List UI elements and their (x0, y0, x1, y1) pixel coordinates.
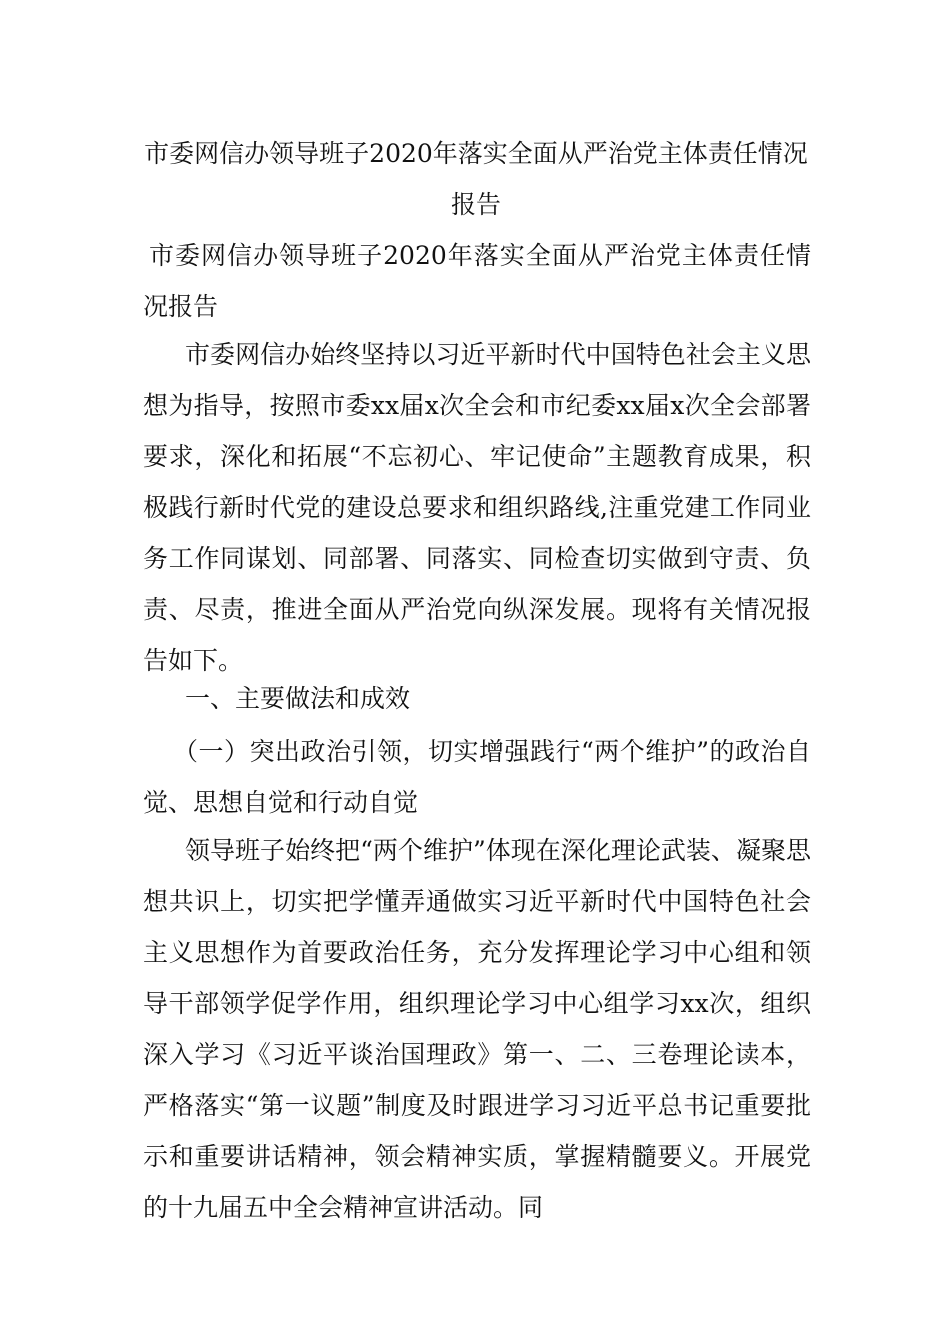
section-heading: 一、主要做法和成效 (185, 684, 411, 713)
subsection-heading: （一）突出政治引领，切实增强践行“两个维护”的政治自觉、思想自觉和行动自觉 (143, 737, 811, 817)
document-title: 市委网信办领导班子2020年落实全面从严治党主体责任情况报告 (144, 139, 808, 219)
document-subtitle: 市委网信办领导班子2020年落实全面从严治党主体责任情况报告 (143, 241, 811, 321)
body-paragraph: 领导班子始终把“两个维护”体现在深化理论武装、凝聚思想共识上，切实把学懂弄通做实习近平新时代中国特色社会主义思想作为首要政治任务，充分发挥理论学习中心组和领导干部领学促学作用，组织理论学习中心组学习xx次，组织深入学习《习近平谈治国理政》第一、二、三卷理论读本，严格落实“第一议题”制度及时跟进学习习近平总书记重要批示和重要讲话精神，领会精神实质，掌握精髓要义。开展党的十九届五中全会精神宣讲活动。同 (143, 836, 811, 1222)
intro-paragraph: 市委网信办始终坚持以习近平新时代中国特色社会主义思想为指导，按照市委xx届x次全会和市纪委xx届x次全会部署要求，深化和拓展“不忘初心、牢记使命”主题教育成果，积极践行新时代党的建设总要求和组织路线,注重党建工作同业务工作同谋划、同部署、同落实、同检查切实做到守责、负责、尽责，推进全面从严治党向纵深发展。现将有关情况报告如下。 (143, 340, 811, 675)
